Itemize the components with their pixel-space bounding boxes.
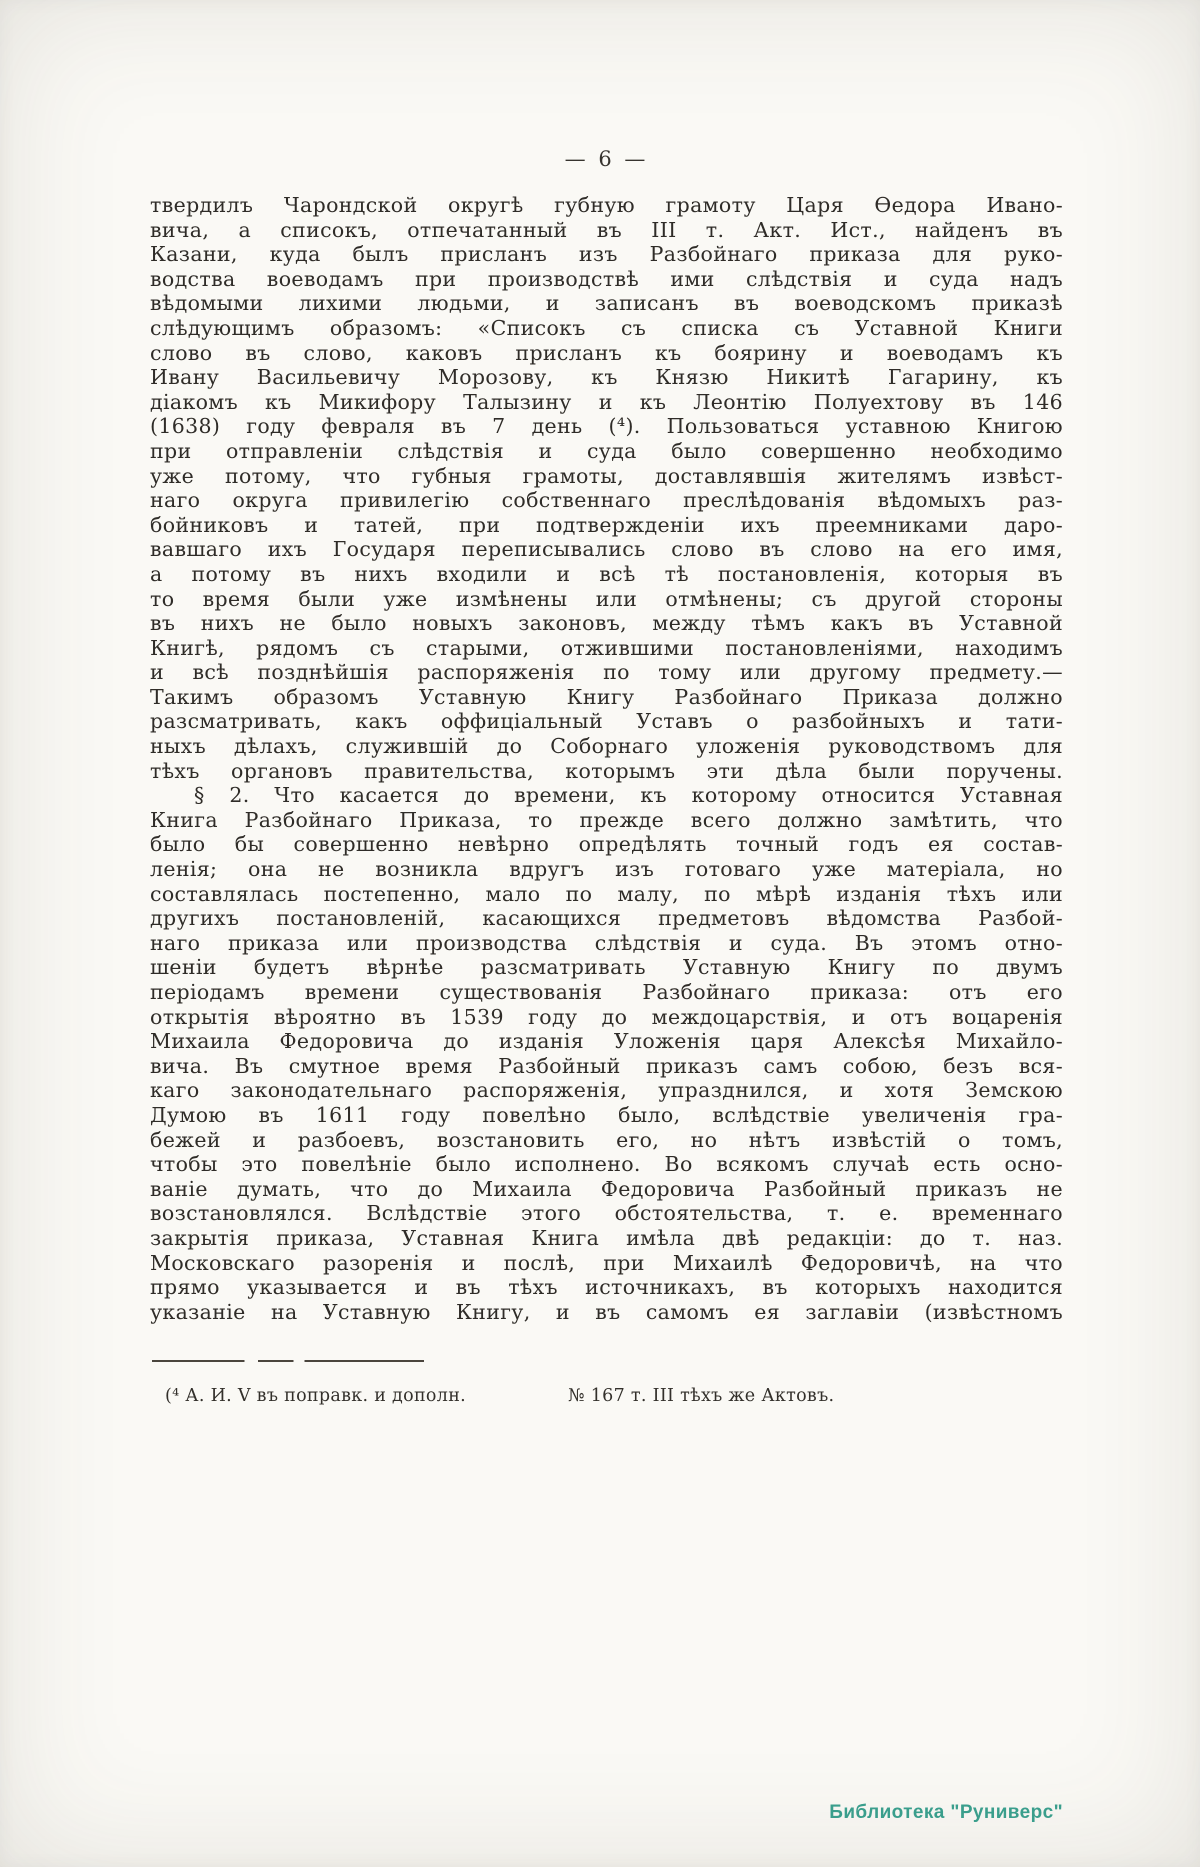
- text-line: (1638) году февраля въ 7 день (⁴). Пользоваться уставною Книгою: [150, 414, 1063, 439]
- text-line: наго приказа или производства слѣдствія и суда. Въ этомъ отно-: [150, 930, 1063, 955]
- text-line: возстановлялся. Вслѣдствіе этого обстоятельства, т. е. временнаго: [150, 1201, 1063, 1226]
- text-line: наго округа привилегію собственнаго преслѣдованія вѣдомыхъ раз-: [150, 488, 1063, 513]
- text-line: Такимъ образомъ Уставную Книгу Разбойнаго Приказа должно: [150, 684, 1063, 709]
- text-line: разсматривать, какъ оффиціальный Уставъ о разбойныхъ и тати-: [150, 709, 1063, 734]
- text-line: ныхъ дѣлахъ, служившій до Соборнаго уложенія руководствомъ для: [150, 734, 1063, 759]
- text-line: Думою въ 1611 году повелѣно было, вслѣдствіе увеличенія гра-: [150, 1102, 1063, 1127]
- paragraph-section-2: [150, 783, 1063, 1324]
- text-line: прямо указывается и въ тѣхъ источникахъ, въ которыхъ находится: [150, 1275, 1063, 1300]
- text-line: а потому въ нихъ входили и всѣ тѣ постановленія, которыя въ: [150, 561, 1063, 586]
- text-line: закрытія приказа, Уставная Книга имѣла двѣ редакціи: до т. наз.: [150, 1225, 1063, 1250]
- text-line: слово въ слово, каковъ присланъ къ боярину и воеводамъ къ: [150, 340, 1063, 365]
- text-line: твердилъ Чарондской округѣ губную грамоту Царя Ѳедора Ивано-: [150, 193, 1063, 217]
- page-number: — 6 —: [564, 147, 649, 171]
- text-line: § 2. Что касается до времени, къ которому относится Уставная: [194, 783, 1063, 808]
- text-line: бойниковъ и татей, при подтвержденіи ихъ преемниками даро-: [150, 512, 1063, 537]
- text-line: Книга Разбойнаго Приказа, то прежде всего должно замѣтить, что: [150, 807, 1063, 832]
- text-line: водства воеводамъ при производствѣ ими слѣдствія и суда надъ: [150, 266, 1063, 291]
- text-line: вѣдомыми лихими людьми, и записанъ въ воеводскомъ приказѣ: [150, 291, 1063, 316]
- text-line: Книгѣ, рядомъ съ старыми, отжившими постановленіями, находимъ: [150, 635, 1063, 660]
- footnote-reference: (⁴ А. И. V въ поправк. и дополн.: [165, 1386, 467, 1406]
- text-line: бежей и разбоевъ, возстановить его, но нѣтъ извѣстій о томъ,: [150, 1127, 1063, 1152]
- text-line: вича. Въ смутное время Разбойный приказъ самъ собою, безъ вся-: [150, 1053, 1063, 1078]
- text-line: ваніе думать, что до Михаила Федоровича Разбойный приказъ не: [150, 1176, 1063, 1201]
- text-line: діакомъ къ Микифору Талызину и къ Леонтію Полуехтову въ 146: [150, 389, 1063, 414]
- text-line: открытія вѣроятно въ 1539 году до междоцарствія, и отъ воцаренія: [150, 1004, 1063, 1029]
- text-line: другихъ постановленій, касающихся предметовъ вѣдомства Разбой-: [150, 906, 1063, 931]
- text-line: тѣхъ органовъ правительства, которымъ эти дѣла были поручены.: [150, 758, 1063, 783]
- text-line: вича, а списокъ, отпечатанный въ III т. Акт. Ист., найденъ въ: [150, 217, 1063, 242]
- text-line: слѣдующимъ образомъ: «Списокъ съ списка съ Уставной Книги: [150, 315, 1063, 340]
- text-line: въ нихъ не было новыхъ законовъ, между тѣмъ какъ въ Уставной: [150, 611, 1063, 636]
- text-line: Казани, куда былъ присланъ изъ Разбойнаго приказа для руко-: [150, 242, 1063, 267]
- text-line: каго законодательнаго распоряженія, упразднился, и хотя Земскою: [150, 1078, 1063, 1103]
- footnote-separator: [152, 1360, 424, 1362]
- text-line: шеніи будетъ вѣрнѣе разсматривать Уставную Книгу по двумъ: [150, 955, 1063, 980]
- text-line: вавшаго ихъ Государя переписывались слово въ слово на его имя,: [150, 537, 1063, 562]
- body-text: [150, 193, 1063, 1324]
- text-line: Ивану Васильевичу Морозову, къ Князю Никитѣ Гагарину, къ: [150, 365, 1063, 390]
- footnote: [165, 1386, 1063, 1406]
- paragraph-continuation: [150, 193, 1063, 783]
- text-line: указаніе на Уставную Книгу, и въ самомъ ея заглавіи (извѣстномъ: [150, 1299, 1063, 1324]
- text-line: при отправленіи слѣдствія и суда было совершенно необходимо: [150, 438, 1063, 463]
- text-line: уже потому, что губныя грамоты, доставлявшія жителямъ извѣст-: [150, 463, 1063, 488]
- text-line: чтобы это повелѣніе было исполнено. Во всякомъ случаѣ есть осно-: [150, 1152, 1063, 1177]
- text-line: Михаила Федоровича до изданія Уложенія царя Алексѣя Михайло-: [150, 1029, 1063, 1054]
- text-line: ленія; она не возникла вдругъ изъ готоваго уже матеріала, но: [150, 857, 1063, 882]
- text-line: то время были уже измѣнены или отмѣнены; съ другой стороны: [150, 586, 1063, 611]
- text-line: періодамъ времени существованія Разбойнаго приказа: отъ его: [150, 980, 1063, 1004]
- text-line: и всѣ позднѣйшія распоряженія по тому или другому предмету.—: [150, 660, 1063, 685]
- text-line: Московскаго разоренія и послѣ, при Михаилѣ Федоровичѣ, на что: [150, 1250, 1063, 1275]
- footnote-source: № 167 т. III тѣхъ же Актовъ.: [568, 1386, 835, 1406]
- library-watermark: Библиотека "Руниверс": [829, 1802, 1063, 1823]
- text-line: было бы совершенно невѣрно опредѣлять точный годъ ея состав-: [150, 832, 1063, 857]
- text-line: составлялась постепенно, мало по малу, по мѣрѣ изданія тѣхъ или: [150, 881, 1063, 906]
